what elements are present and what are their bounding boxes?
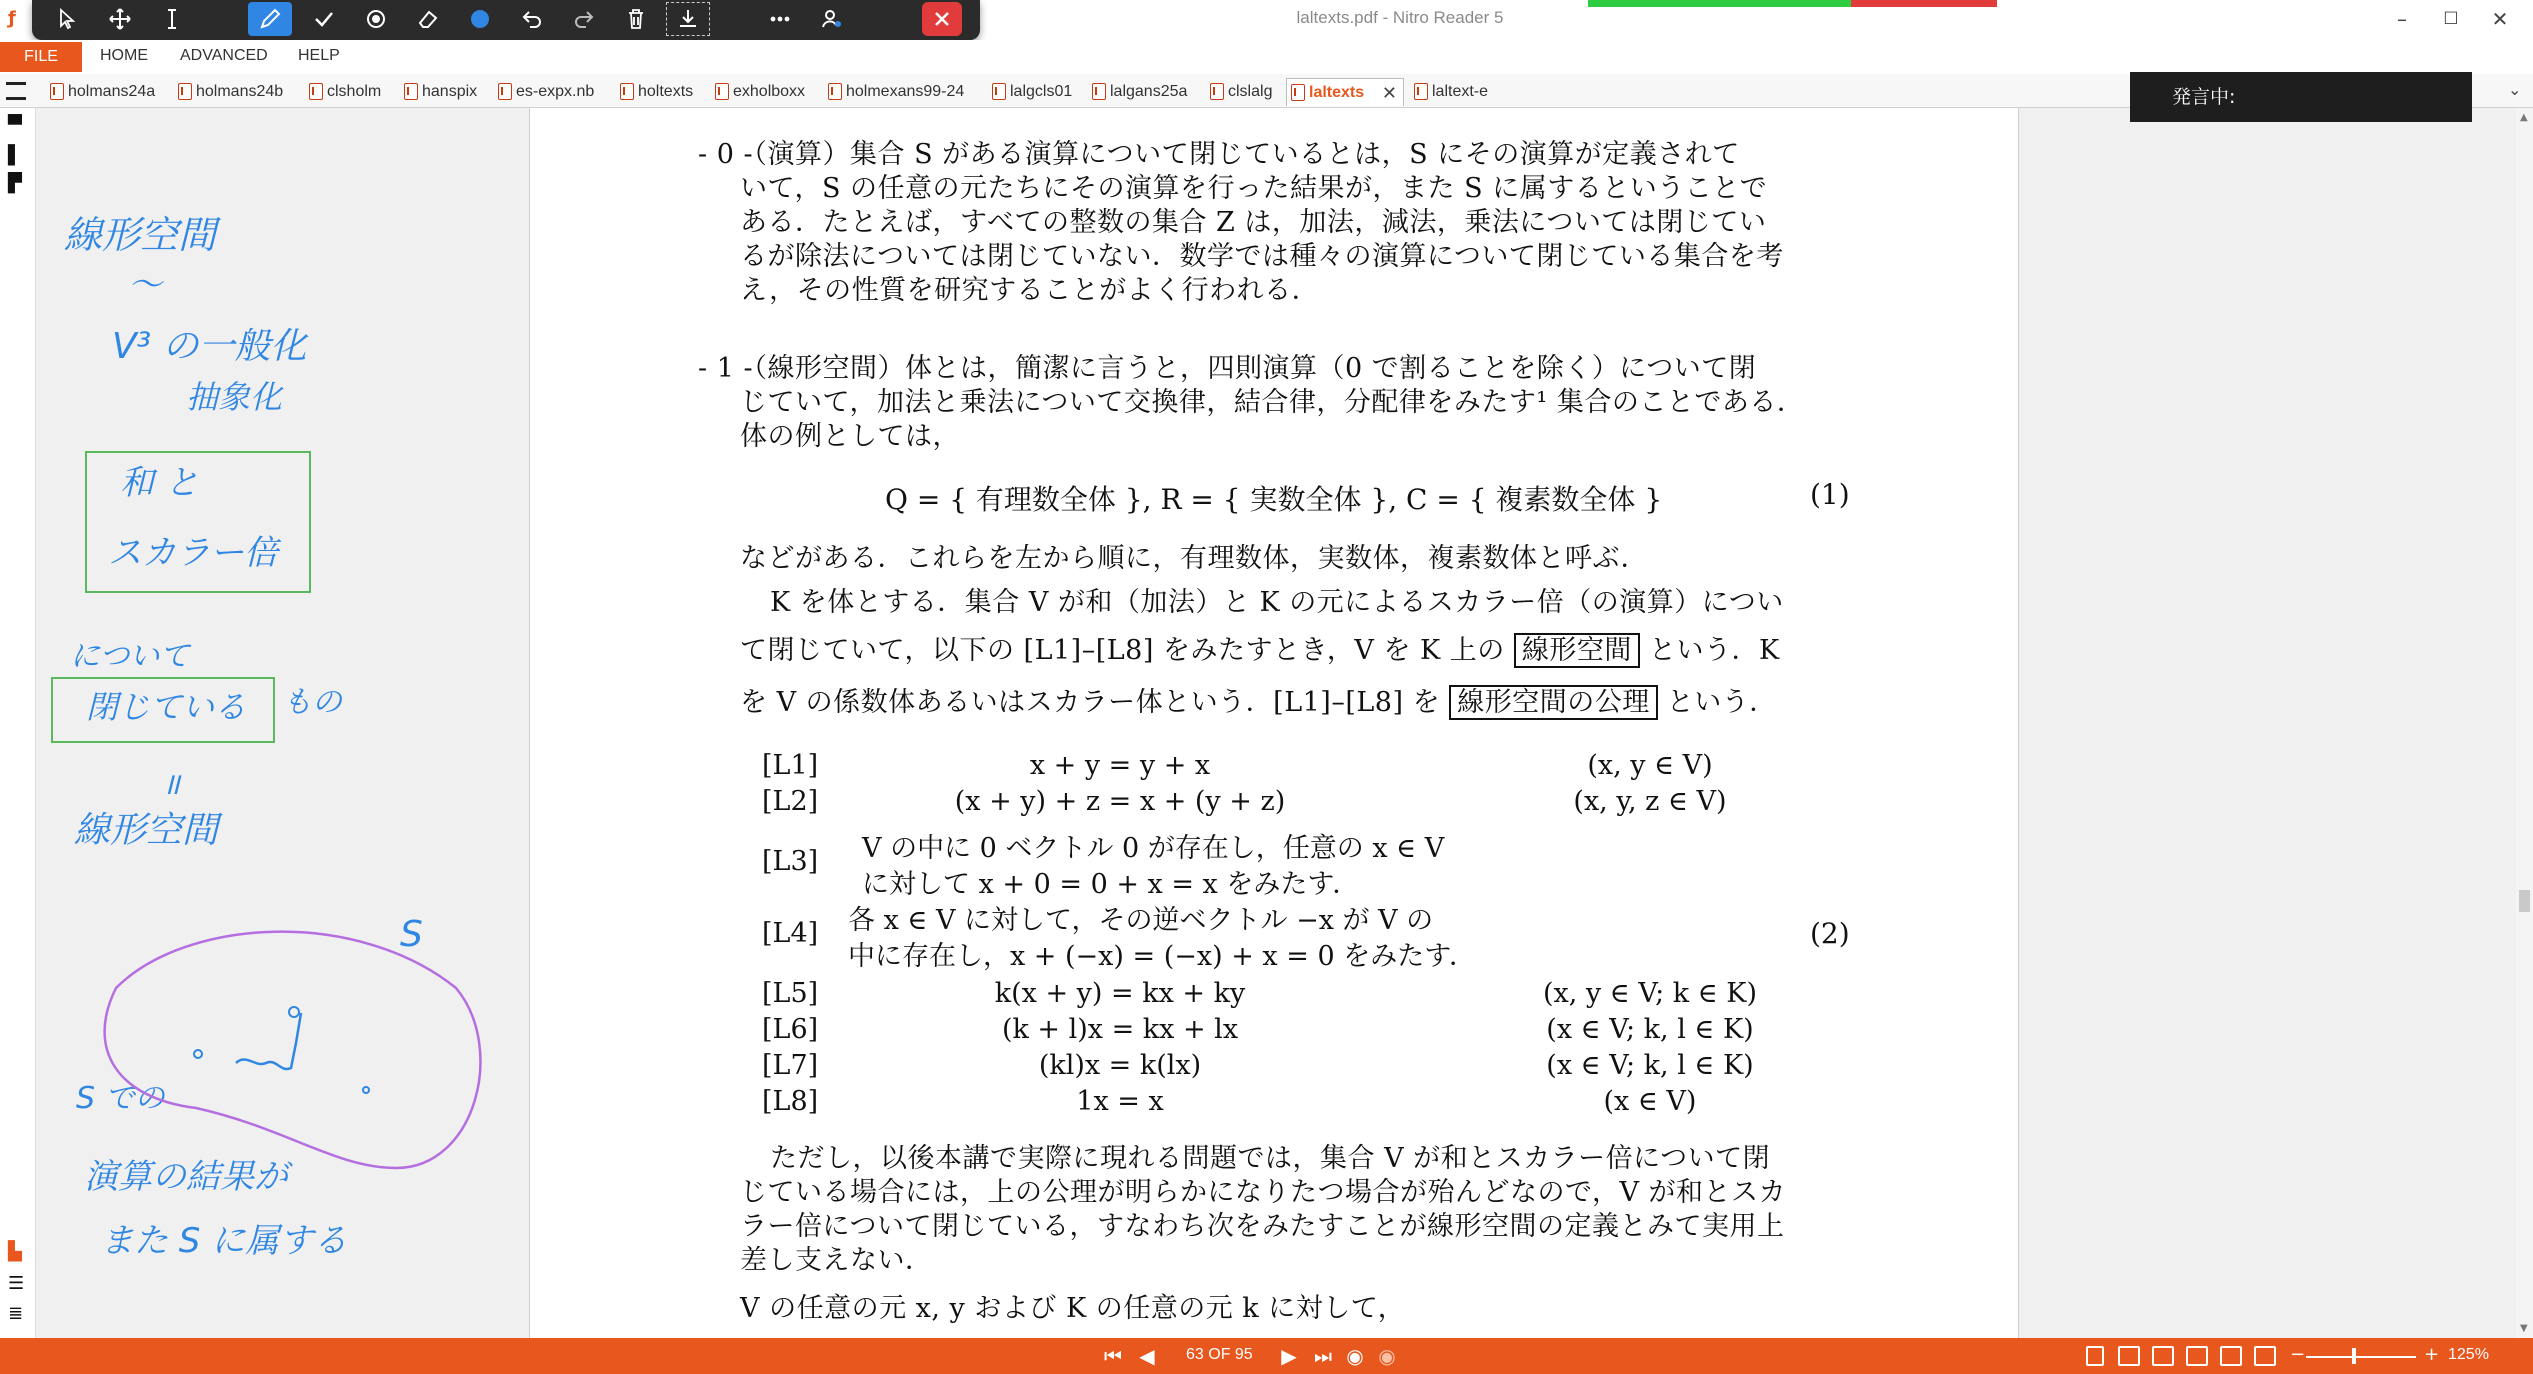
axiom-formula: 各 x ∈ V に対して，その逆ベクトル −x が V の: [848, 905, 1434, 936]
ink-annotations: [36, 108, 529, 1338]
tab-label: holtexts: [638, 83, 694, 100]
boxed-term-linear-space: 線形空間: [1514, 633, 1640, 668]
menu-home[interactable]: HOME: [100, 47, 148, 64]
axiom-label: [L4]: [762, 918, 819, 949]
tab-holmans24b[interactable]: [174, 78, 283, 106]
equation-fields: Q = { 有理数全体 }, R = { 実数全体 }, C = { 複素数全体 }: [885, 483, 1663, 516]
menu-bar: [0, 40, 2533, 74]
comments-panel-icon[interactable]: ▙: [8, 1241, 22, 1262]
forward-view-icon[interactable]: ◉: [1378, 1344, 1396, 1368]
menu-help[interactable]: HELP: [298, 47, 340, 64]
ink-dot: [194, 1050, 202, 1058]
outline-panel-icon[interactable]: ☰: [8, 1273, 25, 1294]
speech-status-panel: 発言中:: [2130, 72, 2472, 122]
text-line: ラー倍について閉じている，すなわち次をみたすことが線形空間の定義とみて実用上: [740, 1211, 1785, 1242]
zoom-out-button[interactable]: −: [2290, 1344, 2306, 1365]
tab-clsholm[interactable]: [305, 78, 381, 106]
paragraph-operation: [698, 138, 1880, 308]
fullscreen-icon[interactable]: [2254, 1346, 2276, 1366]
ink-dot: [363, 1087, 369, 1093]
axiom-formula: V の中に 0 ベクトル 0 が存在し，任意の x ∈ V: [862, 833, 1445, 864]
nitro-logo-icon: ƒ: [8, 8, 16, 29]
select-arrow-icon[interactable]: [46, 2, 90, 36]
text-line: （演算）集合 S がある演算について閉じているとは，S にその演算が定義されて: [740, 139, 1740, 170]
tab-overflow-chevron-icon[interactable]: ⌄: [2508, 80, 2522, 99]
ink-text-equals: ॥: [162, 767, 180, 802]
scroll-down-arrow-icon[interactable]: ▼: [2520, 1323, 2528, 1334]
facing-view-icon[interactable]: [2152, 1346, 2174, 1366]
ink-text-S-label: S: [400, 914, 423, 955]
ink-text-closed: 閉じている: [86, 688, 247, 726]
text-span: という．K: [1649, 635, 1780, 666]
ink-text-belongs: また S に属する: [100, 1221, 348, 1261]
left-tool-strip: [0, 108, 36, 1338]
text-span: て閉じていて，以下の [L1]–[L8] をみたすとき，V を K 上の: [740, 635, 1505, 666]
tab-laltext-e[interactable]: [1410, 78, 1488, 106]
ink-text-scalar-mult: スカラー倍: [108, 533, 278, 573]
axiom-formula: (x + y) + z = x + (y + z): [954, 786, 1286, 817]
text-line: ただし，以後本講で実際に現れる問題では，集合 V が和とスカラー倍について閉: [770, 1143, 1771, 1174]
tab-clslalg[interactable]: [1206, 78, 1272, 106]
tab-label: clsholm: [327, 83, 382, 100]
tab-label: lalgans25a: [1110, 83, 1188, 100]
pdf-page: [529, 108, 2019, 1338]
tab-label: holmans24a: [68, 83, 156, 100]
progress-strip-red: [1851, 0, 1997, 7]
pen-tool-icon[interactable]: [248, 2, 292, 36]
vertical-scrollbar[interactable]: [2516, 108, 2533, 1338]
ink-dot: [289, 1007, 299, 1017]
next-page-icon[interactable]: ▶: [1281, 1344, 1297, 1368]
pdf-file-icon: [828, 83, 842, 100]
user-settings-icon[interactable]: [810, 2, 854, 36]
axiom-label: [L3]: [762, 846, 819, 877]
text-line: 体の例としては，: [740, 421, 960, 452]
first-page-icon[interactable]: ⏮: [1104, 1344, 1122, 1368]
fit-width-icon[interactable]: [2220, 1346, 2242, 1366]
pdf-file-icon: [309, 83, 323, 100]
redo-icon[interactable]: [562, 2, 606, 36]
annotation-toolbar: [32, 0, 980, 40]
axiom-label: [L2]: [762, 786, 819, 817]
ink-text-result: 演算の結果が: [84, 1157, 288, 1197]
tab-es-expx[interactable]: [494, 78, 594, 106]
tab-label: lalgcls01: [1010, 83, 1073, 100]
close-tab-icon[interactable]: ✕: [1381, 83, 1397, 103]
ink-squiggle-vector: [236, 1013, 301, 1069]
axiom-condition: (x, y, z ∈ V): [1573, 786, 1727, 817]
file-menu-button[interactable]: FILE: [0, 42, 82, 72]
tab-holmexans99-24[interactable]: [824, 78, 964, 106]
paragraph-definition-3: [740, 686, 1880, 720]
pdf-file-icon: [1291, 84, 1305, 101]
ink-text-about: について: [70, 639, 190, 674]
tab-label: clslalg: [1228, 83, 1273, 100]
tab-list-icon[interactable]: [6, 82, 26, 100]
ink-text-sum-and: 和 と: [120, 463, 199, 503]
eraser-icon[interactable]: [406, 2, 450, 36]
text-line: じている場合には，上の公理が明らかになりたつ場合が殆んどなので，V が和とスカ: [740, 1177, 1787, 1208]
axiom-formula: 1x = x: [1076, 1086, 1164, 1117]
last-page-icon[interactable]: ⏭: [1314, 1344, 1332, 1368]
paragraph-closure-condition: V の任意の元 x, y および K の任意の元 k に対して，: [740, 1293, 1406, 1324]
ink-text-tilde: 〜: [128, 265, 162, 305]
pdf-file-icon: [178, 83, 192, 100]
text-line: ある．たとえば，すべての整数の集合 Z は，加法，減法，乗法については閉じてい: [740, 207, 1767, 238]
ink-lasso-set: [105, 932, 481, 1168]
axiom-label: [L8]: [762, 1086, 819, 1117]
axiom-label: [L7]: [762, 1050, 819, 1081]
attachments-panel-icon[interactable]: ▛: [8, 173, 22, 194]
menu-advanced[interactable]: ADVANCED: [180, 47, 268, 64]
axiom-label: [L1]: [762, 750, 819, 781]
maximize-button[interactable]: ☐: [2443, 9, 2459, 29]
progress-strip-green: [1588, 0, 1851, 7]
scroll-up-arrow-icon[interactable]: ▲: [2520, 112, 2528, 123]
paragraph-remark: [740, 1142, 1880, 1278]
zoom-slider[interactable]: [2306, 1356, 2416, 1358]
equation-number-2: (2): [1810, 917, 1850, 950]
paragraph-definition-1: K を体とする．集合 V が和（加法）と K の元によるスカラー倍（の演算）につい: [770, 587, 1784, 618]
tab-label: laltext-e: [1432, 83, 1489, 100]
continuous-view-icon[interactable]: [2118, 1346, 2140, 1366]
tab-label: exholboxx: [733, 83, 806, 100]
text-line: いて，S の任意の元たちにその演算を行った結果が，また S に属するということで: [740, 173, 1768, 204]
paragraph-fields-named: などがある．これらを左から順に，有理数体，実数体，複素数体と呼ぶ．: [740, 543, 1649, 574]
ink-text-linear-space: 線形空間: [64, 213, 217, 257]
ink-text-in-S: S での: [76, 1081, 165, 1116]
item-number: - 0 -: [698, 139, 754, 170]
pdf-file-icon: [498, 83, 512, 100]
text-span: を V の係数体あるいはスカラー体という．[L1]–[L8] を: [740, 687, 1441, 718]
equation-number-1: (1): [1810, 478, 1850, 511]
axiom-formula: x + y = y + x: [1029, 750, 1211, 781]
color-picker-icon[interactable]: [458, 2, 502, 36]
tab-label: holmans24b: [196, 83, 284, 100]
tab-holmans24a[interactable]: [46, 78, 155, 106]
zoom-in-button[interactable]: +: [2424, 1344, 2440, 1365]
ink-text-abstraction: 抽象化: [186, 378, 283, 416]
undo-icon[interactable]: [510, 2, 554, 36]
axiom-condition: (x, y ∈ V): [1587, 750, 1713, 781]
item-number: - 1 -: [698, 353, 754, 384]
checkmark-icon[interactable]: [302, 2, 346, 36]
minimize-button[interactable]: –: [2397, 7, 2407, 31]
status-bar: [0, 1338, 2533, 1374]
axiom-formula: (k + l)x = kx + lx: [1001, 1014, 1239, 1045]
pdf-file-icon: [992, 83, 1006, 100]
text-line: 差し支えない．: [740, 1245, 933, 1276]
pdf-file-icon: [1092, 83, 1106, 100]
text-line: （線形空間）体とは，簡潔に言うと，四則演算（0 で割ることを除く）について閉: [740, 353, 1757, 384]
text-line: え，その性質を研究することがよく行われる．: [740, 275, 1320, 306]
document-canvas[interactable]: [36, 108, 2516, 1338]
axiom-condition: (x ∈ V; k, l ∈ K): [1546, 1050, 1754, 1081]
axiom-formula-cont: 中に存在し，x + (−x) = (−x) + x = 0 をみたす．: [848, 941, 1477, 972]
zoom-level[interactable]: 125%: [2448, 1346, 2489, 1363]
more-options-icon[interactable]: [758, 2, 802, 36]
axiom-formula-cont: に対して x + 0 = 0 + x = x をみたす．: [862, 869, 1360, 900]
text-line: るが除法については閉じていない．数学では種々の演算について閉じている集合を考: [740, 241, 1784, 272]
axiom-formula: k(x + y) = kx + ky: [994, 978, 1246, 1009]
layers-panel-icon[interactable]: ≣: [8, 1303, 24, 1324]
tab-label: hanspix: [422, 83, 478, 100]
ink-text-generalization: V³ の一般化: [112, 326, 307, 367]
axiom-condition: (x ∈ V; k, l ∈ K): [1546, 1014, 1754, 1045]
axiom-label: [L5]: [762, 978, 819, 1009]
tab-label: holmexans99-24: [846, 83, 965, 100]
boxed-term-axioms: 線形空間の公理: [1449, 685, 1658, 720]
tab-lalgans25a[interactable]: [1088, 78, 1187, 106]
tab-laltexts[interactable]: [1286, 78, 1404, 106]
pdf-file-icon: [50, 83, 64, 100]
previous-page-icon[interactable]: ◀: [1139, 1344, 1155, 1368]
page-indicator[interactable]: 63 OF 95: [1186, 1346, 1253, 1363]
bookmarks-panel-icon[interactable]: ▌: [8, 145, 22, 166]
text-cursor-icon[interactable]: [150, 2, 194, 36]
facing-continuous-view-icon[interactable]: [2186, 1346, 2208, 1366]
pages-panel-icon[interactable]: ▀: [8, 115, 22, 136]
text-span: という．: [1666, 687, 1777, 718]
tab-label: laltexts: [1309, 84, 1365, 101]
axiom-formula: (kl)x = k(lx): [1038, 1050, 1202, 1081]
ink-text-linear-space-2: 線形空間: [74, 810, 219, 851]
close-window-button[interactable]: ✕: [2491, 7, 2509, 31]
single-page-view-icon[interactable]: [2086, 1346, 2104, 1366]
axiom-label: [L6]: [762, 1014, 819, 1045]
paragraph-definition-2: [740, 634, 1880, 668]
paragraph-linear-space: [698, 352, 1880, 454]
window-title: laltexts.pdf - Nitro Reader 5: [1296, 8, 1504, 27]
ink-text-thing: もの: [282, 685, 342, 720]
tab-label: es-expx.nb: [516, 83, 595, 100]
pdf-file-icon: [1414, 83, 1428, 100]
pdf-file-icon: [620, 83, 634, 100]
text-line: じていて，加法と乗法について交換律，結合律，分配律をみたす¹ 集合のことである．: [740, 387, 1805, 418]
tab-lalgcls01[interactable]: [988, 78, 1072, 106]
pdf-file-icon: [404, 83, 418, 100]
zoom-slider-knob[interactable]: [2352, 1348, 2356, 1364]
pan-move-icon[interactable]: [98, 2, 142, 36]
scroll-thumb[interactable]: [2519, 890, 2530, 912]
save-download-icon[interactable]: [666, 2, 710, 36]
stamp-icon[interactable]: [354, 2, 398, 36]
tab-holtexts[interactable]: [616, 78, 693, 106]
pdf-file-icon: [1210, 83, 1224, 100]
close-toolbar-icon[interactable]: [922, 2, 962, 36]
back-view-icon[interactable]: ◉: [1346, 1344, 1364, 1368]
tab-hanspix[interactable]: [400, 78, 477, 106]
trash-icon[interactable]: [614, 2, 658, 36]
pdf-file-icon: [715, 83, 729, 100]
tab-exholboxx[interactable]: [711, 78, 805, 106]
axiom-condition: (x, y ∈ V; k ∈ K): [1542, 978, 1757, 1009]
axiom-condition: (x ∈ V): [1603, 1086, 1697, 1117]
